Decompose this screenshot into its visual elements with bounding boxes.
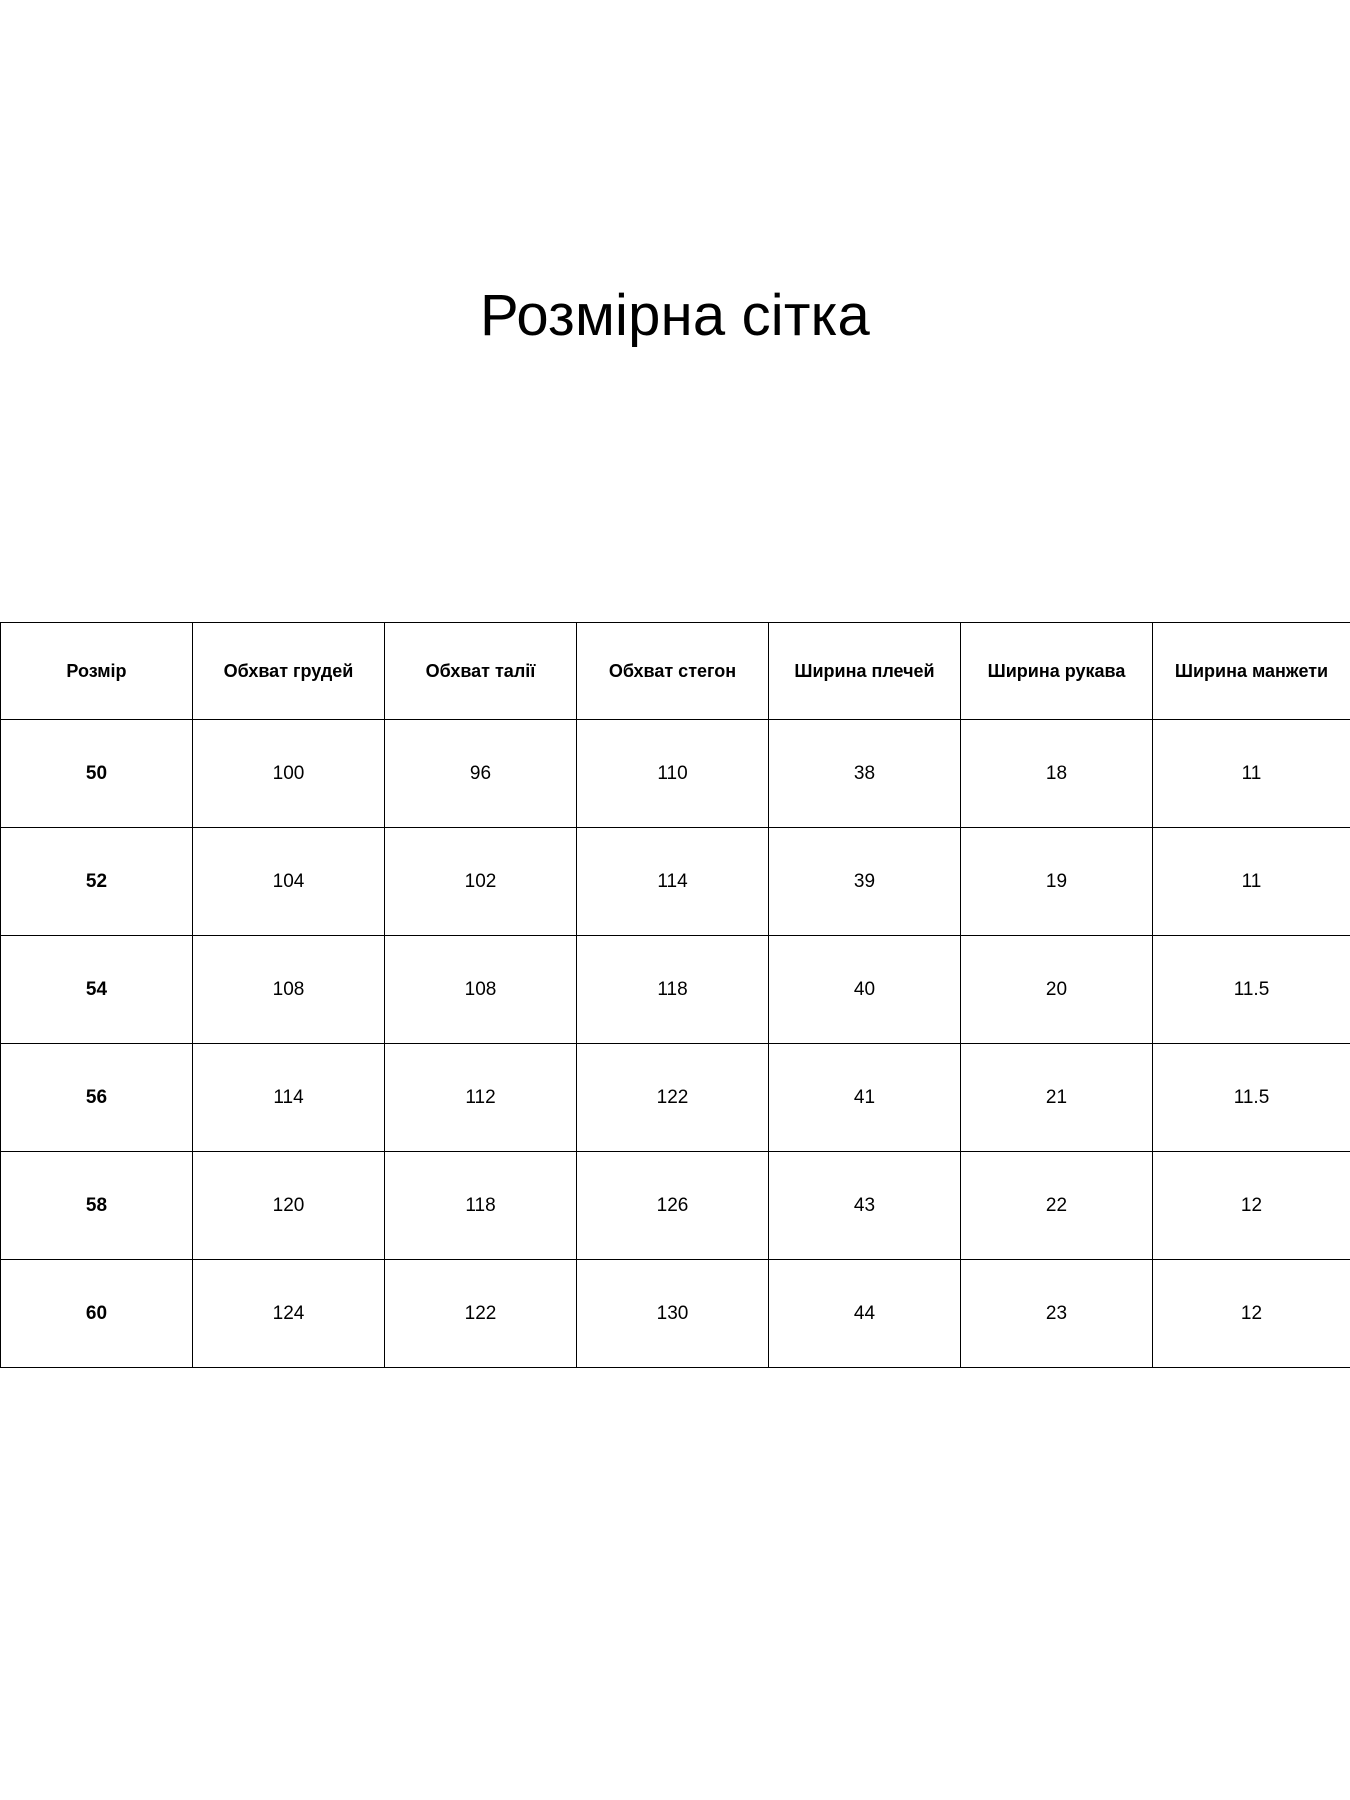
- column-header-chest: Обхват грудей: [193, 623, 385, 720]
- column-header-cuff-width: Ширина манжети: [1153, 623, 1350, 720]
- table-row: [1, 936, 1350, 1044]
- cell-shoulder-width: 43: [769, 1152, 961, 1260]
- column-header-hips: Обхват стегон: [577, 623, 769, 720]
- cell-size: 56: [1, 1044, 193, 1152]
- table-row: [1, 1044, 1350, 1152]
- cell-waist: 122: [385, 1260, 577, 1368]
- cell-shoulder-width: 40: [769, 936, 961, 1044]
- column-header-waist: Обхват талії: [385, 623, 577, 720]
- cell-sleeve-width: 20: [961, 936, 1153, 1044]
- size-chart-table: [0, 622, 1350, 1368]
- column-header-sleeve-width: Ширина рукава: [961, 623, 1153, 720]
- cell-chest: 108: [193, 936, 385, 1044]
- table-row: [1, 1260, 1350, 1368]
- cell-hips: 118: [577, 936, 769, 1044]
- table-row: [1, 720, 1350, 828]
- cell-chest: 100: [193, 720, 385, 828]
- cell-chest: 124: [193, 1260, 385, 1368]
- table-row: [1, 1152, 1350, 1260]
- cell-cuff-width: 11: [1153, 828, 1350, 936]
- cell-waist: 112: [385, 1044, 577, 1152]
- cell-shoulder-width: 39: [769, 828, 961, 936]
- column-header-size: Розмір: [1, 623, 193, 720]
- cell-size: 52: [1, 828, 193, 936]
- cell-sleeve-width: 22: [961, 1152, 1153, 1260]
- cell-size: 54: [1, 936, 193, 1044]
- table-header-row: [1, 623, 1350, 720]
- cell-shoulder-width: 44: [769, 1260, 961, 1368]
- cell-chest: 104: [193, 828, 385, 936]
- cell-hips: 126: [577, 1152, 769, 1260]
- table-head: [1, 623, 1350, 720]
- cell-cuff-width: 12: [1153, 1260, 1350, 1368]
- cell-cuff-width: 12: [1153, 1152, 1350, 1260]
- cell-waist: 96: [385, 720, 577, 828]
- cell-cuff-width: 11: [1153, 720, 1350, 828]
- cell-cuff-width: 11.5: [1153, 936, 1350, 1044]
- cell-cuff-width: 11.5: [1153, 1044, 1350, 1152]
- cell-chest: 120: [193, 1152, 385, 1260]
- cell-chest: 114: [193, 1044, 385, 1152]
- cell-hips: 110: [577, 720, 769, 828]
- size-chart-container: [0, 622, 1350, 1368]
- cell-hips: 114: [577, 828, 769, 936]
- cell-shoulder-width: 38: [769, 720, 961, 828]
- cell-hips: 122: [577, 1044, 769, 1152]
- table-row: [1, 828, 1350, 936]
- column-header-shoulder-width: Ширина плечей: [769, 623, 961, 720]
- table-body: [1, 720, 1350, 1368]
- cell-sleeve-width: 18: [961, 720, 1153, 828]
- cell-waist: 108: [385, 936, 577, 1044]
- cell-waist: 102: [385, 828, 577, 936]
- cell-size: 60: [1, 1260, 193, 1368]
- cell-size: 50: [1, 720, 193, 828]
- cell-sleeve-width: 23: [961, 1260, 1153, 1368]
- cell-hips: 130: [577, 1260, 769, 1368]
- page-title: Розмірна сітка: [480, 282, 870, 348]
- cell-shoulder-width: 41: [769, 1044, 961, 1152]
- cell-sleeve-width: 19: [961, 828, 1153, 936]
- cell-waist: 118: [385, 1152, 577, 1260]
- cell-size: 58: [1, 1152, 193, 1260]
- cell-sleeve-width: 21: [961, 1044, 1153, 1152]
